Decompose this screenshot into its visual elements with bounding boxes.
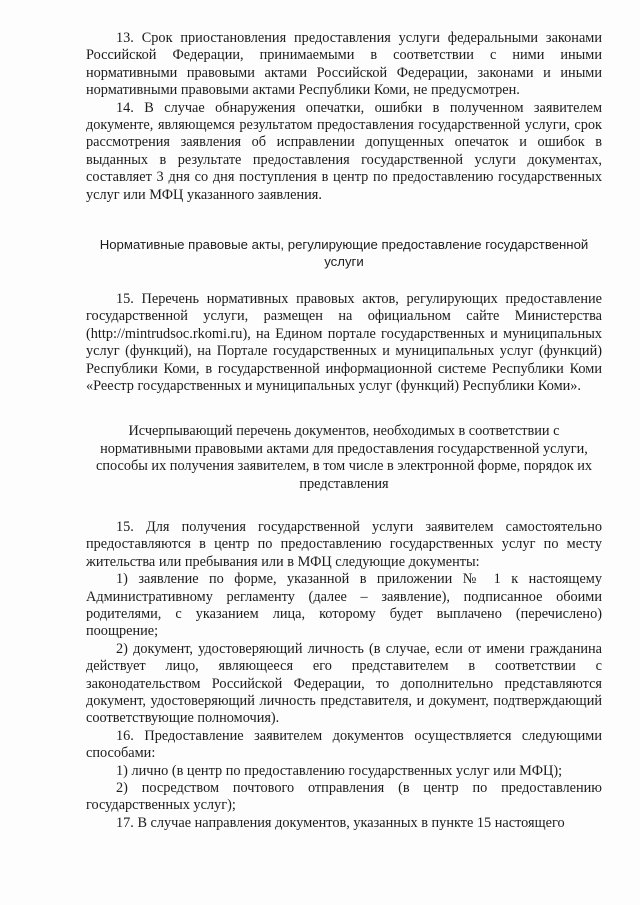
list-item-application: 1) заявление по форме, указанной в приложении № 1 к настоящему Административному регламенту (далее – заявление), подписанное обоими родителями, с указанием лица, которому будет выплачено (перечислено) поощрение; (86, 571, 602, 640)
paragraph-13: 13. Срок приостановления предоставления услуги федеральными законами Российской Федерации, принимаемыми в соответствии с ними иными нормативными правовыми актами Российской Федерации, законами и иными нормативными правовыми актами Республики Коми, не предусмотрен. (86, 30, 602, 99)
section-heading-documents-list: Исчерпывающий перечень документов, необходимых в соответствии с нормативными правовыми актами для предоставления государственной услуги, способы их получения заявителем, в том числе в электронной форме, порядок их представления (95, 423, 593, 492)
document-body (86, 30, 602, 832)
list-item-in-person: 1) лично (в центр по предоставлению государственных услуг или МФЦ); (116, 762, 563, 779)
list-item-identity-document: 2) документ, удостоверяющий личность (в случае, если от имени гражданина действует лицо, являющееся его представителем в соответствии с законодательством Российской Федерации, то дополнительно представляются документ, удостоверяющий личность представителя, и документ, подтверждающий соответствующие полномочия). (86, 640, 602, 727)
paragraph-14: 14. В случае обнаружения опечатки, ошибки в полученном заявителем документе, являющемся результатом предоставления государственной услуги, срок рассмотрения заявления об исправлении допущенных опечаток и ошибок в выданных в результате предоставления государственной услуги документах, составляет 3 дня со дня поступления в центр по предоставлению государственных услуг или МФЦ указанного заявления. (86, 99, 602, 203)
paragraph-17: 17. В случае направления документов, указанных в пункте 15 настоящего (116, 814, 565, 831)
section-heading-normative-acts: Нормативные правовые акты, регулирующие предоставление государственной услуги (99, 237, 589, 270)
paragraph-16: 16. Предоставление заявителем документов осуществляется следующими способами: (86, 727, 602, 762)
paragraph-15-documents: 15. Для получения государственной услуги заявителем самостоятельно предоставляются в центр по предоставлению государственных услуг по месту жительства или пребывания или в МФЦ следующие документы: (86, 518, 602, 570)
paragraph-15-normative-acts-list: 15. Перечень нормативных правовых актов, регулирующих предоставление государственной услуги, размещен на официальном сайте Министерства (http://mintrudsoc.rkomi.ru), на Едином портале государственных и муниципальных услуг (функций), на Портале государственных и муниципальных услуг (функций) Республики Коми, в государственной информационной системе Республики Коми «Реестр государственных и муниципальных услуг (функций) Республики Коми». (86, 290, 602, 394)
list-item-by-post: 2) посредством почтового отправления (в центр по предоставлению государственных услуг); (86, 780, 602, 814)
